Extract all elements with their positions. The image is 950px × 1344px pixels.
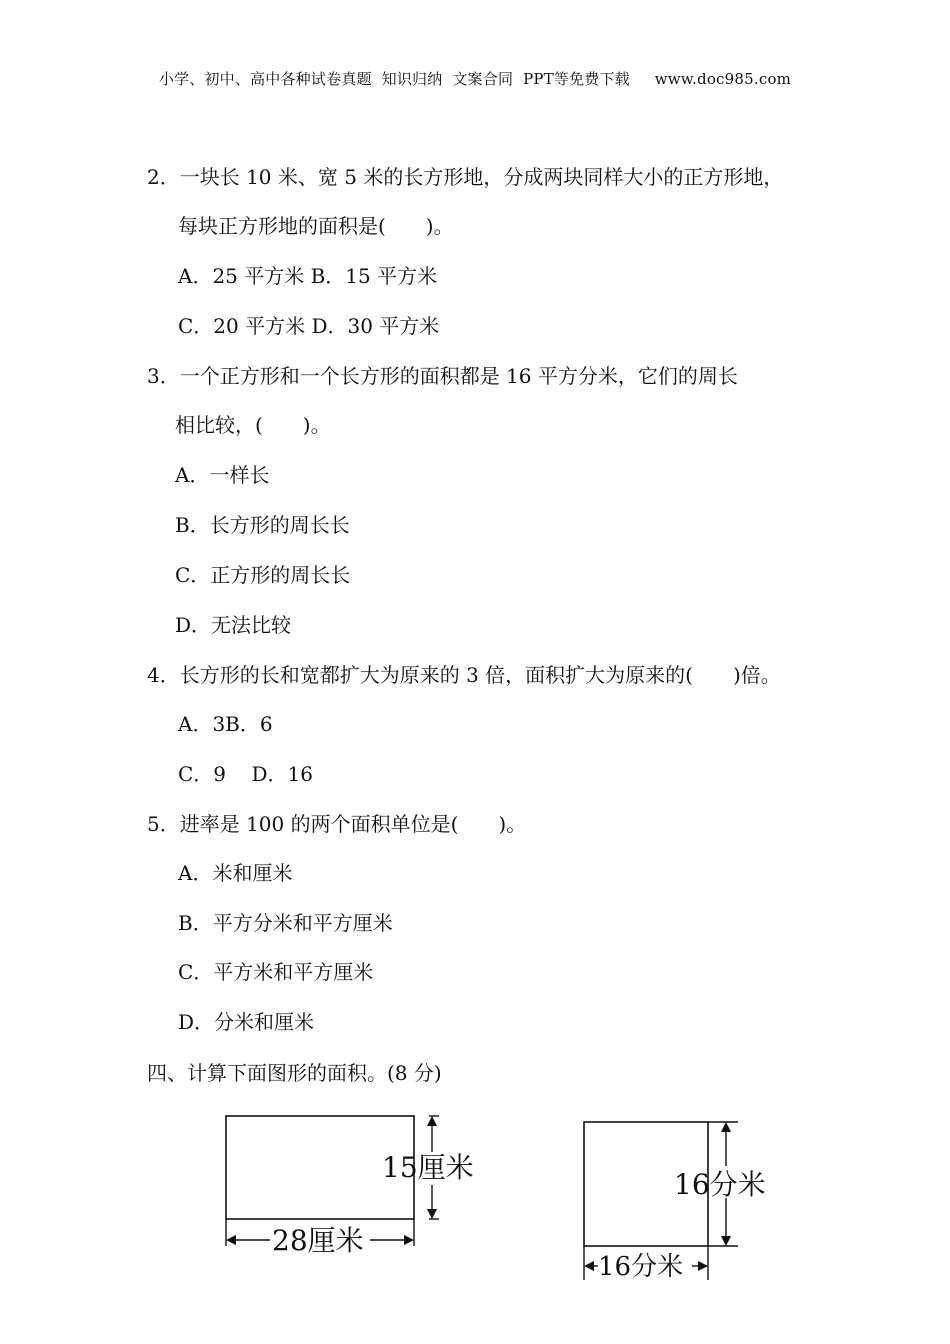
- question-5-option-a: A．米和厘米: [178, 861, 293, 885]
- square-figure: [584, 1122, 766, 1282]
- question-3-stem: 3．一个正方形和一个长方形的面积都是 16 平方分米，它们的周长: [147, 364, 738, 388]
- question-5-option-c: C．平方米和平方厘米: [178, 960, 374, 984]
- question-3-stem-cont: 相比较，( )。: [175, 413, 331, 437]
- rectangle-figure: [226, 1116, 474, 1257]
- question-2-stem: 2．一块长 10 米、宽 5 米的长方形地，分成两块同样大小的正方形地，: [147, 165, 784, 189]
- rectangle-width-label: 28厘米: [272, 1224, 364, 1257]
- question-3-option-d: D．无法比较: [175, 613, 292, 637]
- question-5-option-b: B．平方分米和平方厘米: [178, 911, 393, 935]
- question-2-options-cd: C．20 平方米 D．30 平方米: [178, 314, 440, 338]
- page-header: 小学、初中、高中各种试卷真题 知识归纳 文案合同 PPT等免费下载 www.doc985.com: [158, 70, 792, 88]
- section-4-title: 四、计算下面图形的面积。(8 分): [147, 1061, 442, 1085]
- square-width-label: 16分米: [598, 1252, 684, 1282]
- question-3-option-b: B．长方形的周长长: [175, 513, 350, 537]
- square-height-label: 16分米: [674, 1168, 766, 1201]
- question-3-option-a: A．一样长: [175, 463, 270, 487]
- question-4-stem: 4．长方形的长和宽都扩大为原来的 3 倍，面积扩大为原来的( )倍。: [147, 663, 781, 687]
- question-2-options-ab: A．25 平方米 B．15 平方米: [178, 264, 438, 288]
- question-5-stem: 5．进率是 100 的两个面积单位是( )。: [147, 812, 527, 836]
- rectangle-height-label: 15厘米: [382, 1151, 474, 1184]
- question-4-options-ab: A．3B．6: [178, 712, 273, 736]
- area-figures: [0, 1100, 950, 1300]
- question-5-option-d: D．分米和厘米: [178, 1010, 315, 1034]
- question-2-stem-cont: 每块正方形地的面积是( )。: [178, 214, 454, 238]
- question-4-options-cd: C．9 D．16: [178, 762, 313, 786]
- question-3-option-c: C．正方形的周长长: [175, 563, 351, 587]
